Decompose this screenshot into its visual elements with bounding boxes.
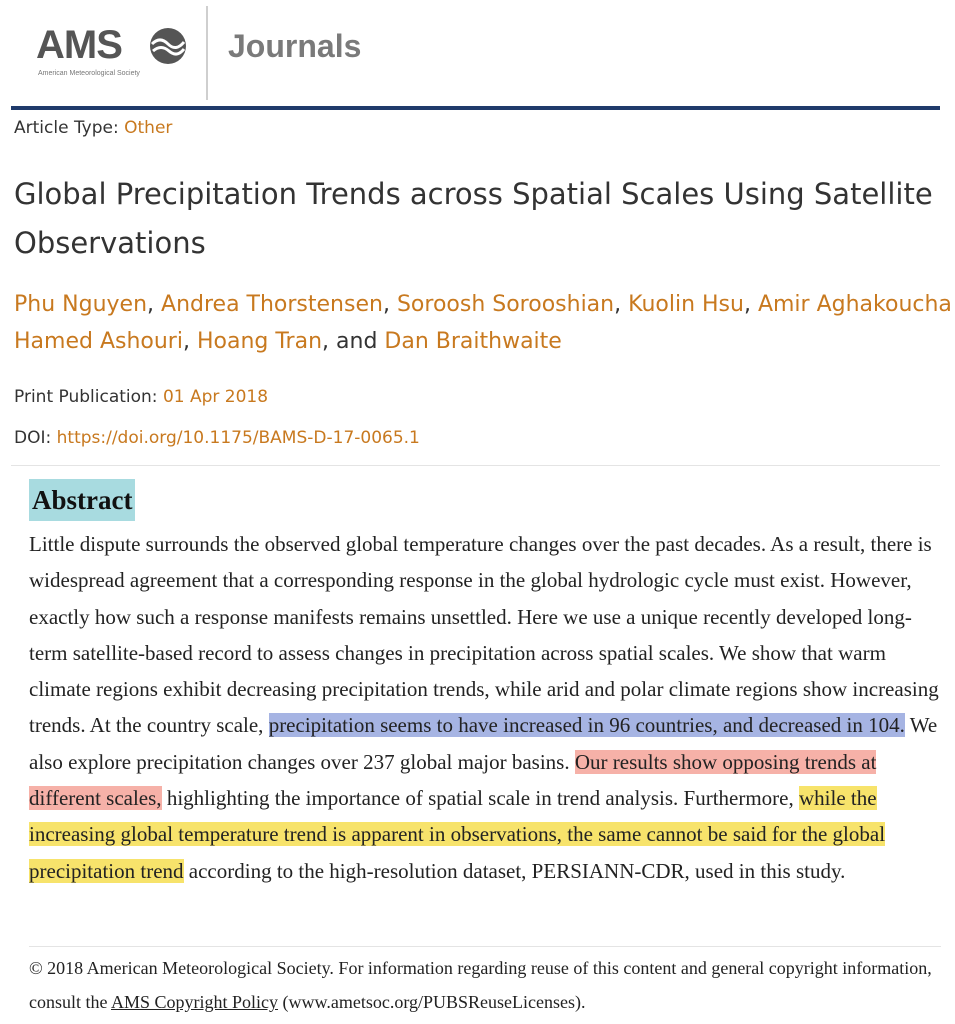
article-title: Global Precipitation Trends across Spatial Scales Using Satellite Observations [14,177,933,260]
abstract-segment: highlighting the importance of spatial scale in trend analysis. Furthermore, [161,786,799,811]
header-divider [206,6,208,100]
highlight-red: Our results show opposing trends at different scales, [29,749,877,811]
highlight-blue: precipitation seems to have increased in 96 countries, and decreased in 104. [268,713,905,738]
copyright-divider [29,946,941,947]
copyright-notice [29,951,949,1019]
author-and: and [336,329,378,354]
author-separator: , [743,292,751,317]
globe-icon [148,26,188,66]
author-link[interactable]: Andrea Thorstensen [161,292,383,317]
abstract-text [29,526,947,889]
logo-wordmark: AMS [36,23,122,67]
author-separator: , [614,292,622,317]
article-type-label: Article Type: [14,118,119,138]
author-link[interactable]: Hamed Ashouri [14,329,183,354]
section-divider [11,465,940,466]
site-header [0,0,955,112]
doi-line [14,428,420,448]
author-separator: , [182,329,190,354]
section-title[interactable]: Journals [228,28,362,64]
author-separator: , [382,292,390,317]
author-link[interactable]: Kuolin Hsu [628,292,744,317]
author-link[interactable]: Hoang Tran [196,329,323,354]
print-publication-date: 01 Apr 2018 [162,387,269,407]
article-type [14,118,172,138]
highlight-yellow: while the increasing global temperature trend is apparent in observations, the same cannot be said for the global precipitation trend [29,786,886,883]
print-publication [14,387,268,407]
author-link[interactable]: Soroosh Sorooshian [396,292,615,317]
article-type-link[interactable]: Other [124,118,173,138]
abstract-segment: We also explore precipitation changes over 237 global major basins. [29,713,938,774]
copyright-text: © 2018 American Meteorological Society. For information regarding reuse of this content and general copyright information, consult the [29,958,932,1012]
header-rule [11,106,940,110]
abstract-segment: Little dispute surrounds the observed global temperature changes over the past decades. As a result, there is widespread agreement that a corresponding response in the global hydrologic cycle must exist. However, exactly how such a response manifests remains unsettled. Here we use a unique recently developed long-term satellite-based record to assess changes in precipitation across spatial scales. We show that warm climate regions exhibit decreasing precipitation trends, while arid and polar climate regions show increasing trends. At the country scale, [29,532,939,738]
author-separator: , [147,292,155,317]
author-link[interactable]: Amir Aghakoucha [757,292,952,317]
doi-link[interactable]: https://doi.org/10.1175/BAMS-D-17-0065.1 [56,428,420,448]
ams-logo[interactable] [36,22,196,82]
author-list [14,286,955,360]
copyright-policy-link[interactable]: AMS Copyright Policy [111,992,279,1012]
doi-label: DOI: [14,428,52,448]
print-publication-label: Print Publication: [14,387,158,407]
abstract-segment: according to the high-resolution dataset, PERSIANN-CDR, used in this study. [183,858,846,883]
author-link[interactable]: Phu Nguyen [14,292,148,317]
copyright-text-end: (www.ametsoc.org/PUBSReuseLicenses). [278,992,586,1012]
logo-subtitle: American Meteorological Society [38,70,140,77]
author-separator: , [322,329,330,354]
author-link[interactable]: Dan Braithwaite [384,329,562,354]
abstract-heading: Abstract [29,479,135,521]
